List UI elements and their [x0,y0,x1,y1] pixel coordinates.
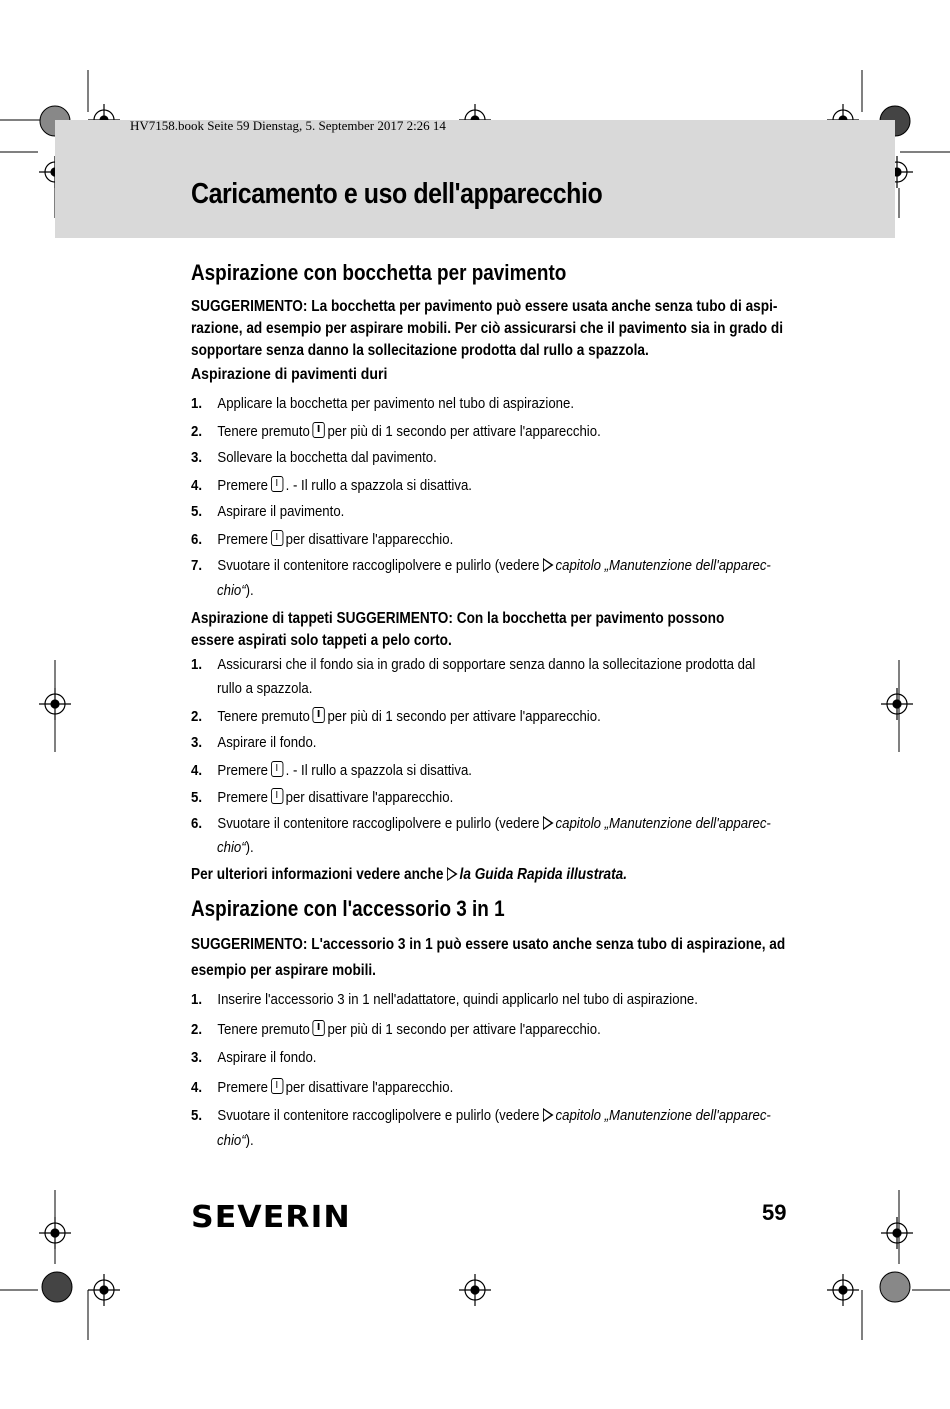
list-item: 4. Premere . - Il rullo a spazzola si disattiva. [191,762,472,779]
subsection-title: Aspirazione di tappeti SUGGERIMENTO: Con la bocchetta per pavimento possono [191,610,725,627]
more-info-note: Per ulteriori informazioni vedere anche la Guida Rapida illustrata. [191,866,628,883]
tip-line: razione, ad esempio per aspirare mobili. Per ciò assicurarsi che il pavimento sia in grado di [191,320,784,337]
list-item: 5. Aspirare il pavimento. [191,503,345,520]
list-item: 2. Tenere premuto per più di 1 secondo per attivare l'apparecchio. [191,423,601,440]
power-button-icon [271,1078,283,1094]
list-item-continuation: chio“). [217,839,254,856]
tip-line: SUGGERIMENTO: L'accessorio 3 in 1 può essere usato anche senza tubo di aspirazione, ad [191,936,786,953]
list-item: 2. Tenere premuto per più di 1 secondo per attivare l'apparecchio. [191,708,601,725]
list-item: 1. Inserire l'accessorio 3 in 1 nell'adattatore, quindi applicarlo nel tubo di aspirazione. [191,991,698,1008]
list-item: 3. Aspirare il fondo. [191,734,317,751]
section-title: Aspirazione con bocchetta per pavimento [191,260,567,285]
chapter-title: Caricamento e uso dell'apparecchio [191,178,603,210]
list-item-continuation: chio“). [217,582,254,599]
list-item: 2. Tenere premuto per più di 1 secondo per attivare l'apparecchio. [191,1021,601,1038]
arrow-reference-icon [543,558,554,572]
subsection-title: essere aspirati solo tappeti a pelo corto. [191,632,452,649]
arrow-reference-icon [543,816,554,830]
brand-logo: SEVERIN [191,1200,351,1235]
list-item: 1. Applicare la bocchetta per pavimento nel tubo di aspirazione. [191,395,575,412]
list-item: 6. Premere per disattivare l'apparecchio. [191,531,454,548]
list-item-continuation: chio“). [217,1132,254,1149]
list-item: 4. Premere . - Il rullo a spazzola si disattiva. [191,477,472,494]
list-item: 6. Svuotare il contenitore raccoglipolvere e pulirlo (vedere capitolo „Manutenzione dell'apparec- [191,815,771,832]
power-button-icon [312,422,324,438]
book-info: HV7158.book Seite 59 Dienstag, 5. September 2017 2:26 14 [130,118,446,133]
power-button-icon [312,707,324,723]
power-button-icon [271,476,283,492]
list-item: 5. Svuotare il contenitore raccoglipolvere e pulirlo (vedere capitolo „Manutenzione dell'apparec- [191,1107,771,1124]
arrow-reference-icon [447,867,458,881]
tip-line: sopportare senza danno la sollecitazione prodotta dal rullo a spazzola. [191,342,649,359]
list-item-continuation: rullo a spazzola. [217,680,313,697]
power-button-icon [271,530,283,546]
list-item: 4. Premere per disattivare l'apparecchio. [191,1079,454,1096]
subsection-title: Aspirazione di pavimenti duri [191,366,388,383]
tip-line: SUGGERIMENTO: La bocchetta per pavimento può essere usata anche senza tubo di aspi- [191,298,778,315]
power-button-icon [271,761,283,777]
list-item: 5. Premere per disattivare l'apparecchio. [191,789,454,806]
arrow-reference-icon [543,1108,554,1122]
list-item: 1. Assicurarsi che il fondo sia in grado di sopportare senza danno la sollecitazione prodotta dal [191,656,756,673]
list-item: 3. Aspirare il fondo. [191,1049,317,1066]
tip-line: esempio per aspirare mobili. [191,962,376,979]
power-button-icon [271,788,283,804]
power-button-icon [312,1020,324,1036]
list-item: 3. Sollevare la bocchetta dal pavimento. [191,449,437,466]
page-number: 59 [762,1200,787,1225]
section-title: Aspirazione con l'accessorio 3 in 1 [191,896,505,921]
list-item: 7. Svuotare il contenitore raccoglipolvere e pulirlo (vedere capitolo „Manutenzione dell'apparec- [191,557,771,574]
